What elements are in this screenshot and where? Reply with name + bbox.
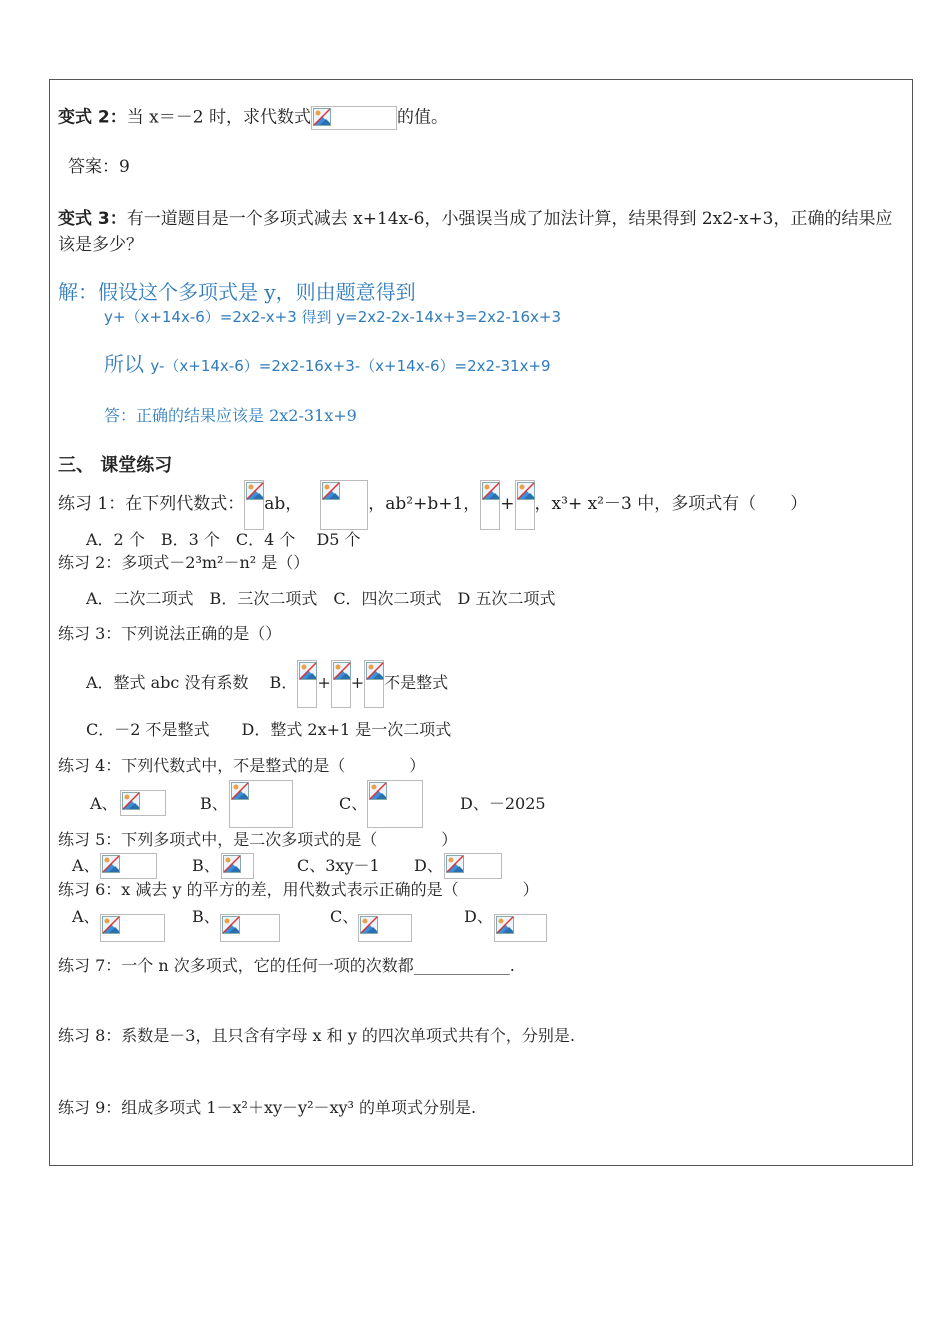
solution-line-3 <box>104 353 551 377</box>
broken-image-icon <box>322 482 340 500</box>
broken-image-icon <box>360 916 378 934</box>
formula-image <box>515 480 535 530</box>
practice-3-notint: 不是整式 <box>384 673 449 692</box>
practice-4-question: 练习 4：下列代数式中，不是整式的是（ ） <box>58 756 426 775</box>
formula-image <box>331 660 351 708</box>
practice-1-rest: ，x³+ x²－3 中，多项式有（ ） <box>534 494 808 514</box>
solution-so: 所以 <box>104 352 151 376</box>
broken-image-icon <box>482 482 500 500</box>
formula-image <box>120 790 166 816</box>
broken-image-icon <box>102 916 120 934</box>
formula-image <box>320 480 368 530</box>
formula-image <box>100 914 165 942</box>
formula-image <box>364 660 384 708</box>
practice-7: 练习 7：一个 n 次多项式，它的任何一项的次数都____________. <box>58 956 515 975</box>
option-a: A、 <box>90 794 118 813</box>
formula-image <box>100 853 157 879</box>
practice-1-poly: ，ab²+b+1， <box>368 494 481 514</box>
practice-6-question: 练习 6：x 减去 y 的平方的差，用代数式表示正确的是（ ） <box>58 880 539 899</box>
broken-image-icon <box>122 792 140 810</box>
broken-image-icon <box>517 482 535 500</box>
option-c: C、 <box>330 907 359 926</box>
solution-line-2: y+（x+14x-6）=2x2-x+3 得到 y=2x2-2x-14x+3=2x2-16x+3 <box>104 308 562 326</box>
option-d: D、 <box>414 856 443 875</box>
broken-image-icon <box>496 916 514 934</box>
broken-image-icon <box>366 662 384 680</box>
section-title: 三、 课堂练习 <box>58 455 173 476</box>
broken-image-icon <box>223 855 241 873</box>
practice-8: 练习 8：系数是－3，且只含有字母 x 和 y 的四次单项式共有个，分别是. <box>58 1026 575 1045</box>
plus-sign: + <box>317 673 331 692</box>
broken-image-icon <box>102 855 120 873</box>
option-c: C、3xy－1 <box>297 856 380 875</box>
variant-2-suffix: 的值。 <box>396 107 448 128</box>
variant-2-text: 当 x＝－2 时，求代数式 <box>126 107 311 128</box>
solution-expr: y-（x+14x-6）=2x2-16x+3-（x+14x-6）=2x2-31x+9 <box>150 357 551 375</box>
practice-1 <box>58 477 807 531</box>
practice-3-a: A．整式 abc 没有系数 B． <box>86 673 298 692</box>
variant-2 <box>58 106 448 130</box>
option-a: A、 <box>72 907 100 926</box>
option-b: B、 <box>192 856 220 875</box>
plus-sign: + <box>350 673 365 692</box>
answer: 答案：9 <box>68 157 130 177</box>
formula-image <box>358 914 412 942</box>
variant-3-text: 有一道题目是一个多项式减去 x+14x-6，小强误当成了加法计算，结果得到 2x2-x+3，正确的结果应该是多少？ <box>58 209 893 255</box>
practice-5-question: 练习 5：下列多项式中，是二次多项式的是（ ） <box>58 830 458 849</box>
practice-3-option-cd: C．－2 不是整式 D．整式 2x+1 是一次二项式 <box>86 720 452 739</box>
formula-image <box>367 780 423 828</box>
practice-3-option-ab <box>86 657 448 709</box>
option-b: B、 <box>192 907 220 926</box>
broken-image-icon <box>246 482 264 500</box>
formula-image <box>221 853 254 879</box>
formula-image <box>297 660 317 708</box>
practice-3-question: 练习 3：下列说法正确的是（） <box>58 624 282 643</box>
option-d: D、 <box>464 907 493 926</box>
practice-2-options: A．二次二项式 B．三次二项式 C．四次二项式 D 五次二项式 <box>86 589 556 608</box>
formula-image <box>494 914 547 942</box>
plus-sign: + <box>500 494 515 514</box>
broken-image-icon <box>369 782 387 800</box>
broken-image-icon <box>333 662 351 680</box>
practice-9: 练习 9：组成多项式 1－x²＋xy－y²－xy³ 的单项式分别是. <box>58 1098 477 1117</box>
formula-image <box>229 780 293 828</box>
option-b: B、 <box>200 794 228 813</box>
formula-image <box>311 106 397 130</box>
variant-3-label: 变式 3： <box>58 209 127 229</box>
formula-image <box>244 480 264 530</box>
broken-image-icon <box>231 782 249 800</box>
solution-line-1: 解：假设这个多项式是 y，则由题意得到 <box>58 280 416 304</box>
practice-1-ab: ab， <box>264 494 303 514</box>
broken-image-icon <box>446 855 464 873</box>
option-a: A、 <box>72 856 100 875</box>
variant-3 <box>58 206 903 258</box>
variant-2-label: 变式 2： <box>58 107 127 128</box>
practice-2-question: 练习 2：多项式－2³m²－n² 是（） <box>58 553 310 572</box>
option-c: C、 <box>339 794 368 813</box>
broken-image-icon <box>222 916 240 934</box>
practice-1-options: A．2 个 B．3 个 C．4 个 D5 个 <box>86 530 361 549</box>
formula-image <box>444 853 502 879</box>
formula-image <box>480 480 500 530</box>
broken-image-icon <box>313 108 331 126</box>
solution-answer: 答：正确的结果应该是 2x2-31x+9 <box>104 406 357 425</box>
broken-image-icon <box>299 662 317 680</box>
practice-1-text: 练习 1：在下列代数式： <box>58 494 245 514</box>
option-d: D、－2025 <box>460 794 546 813</box>
formula-image <box>220 914 280 942</box>
